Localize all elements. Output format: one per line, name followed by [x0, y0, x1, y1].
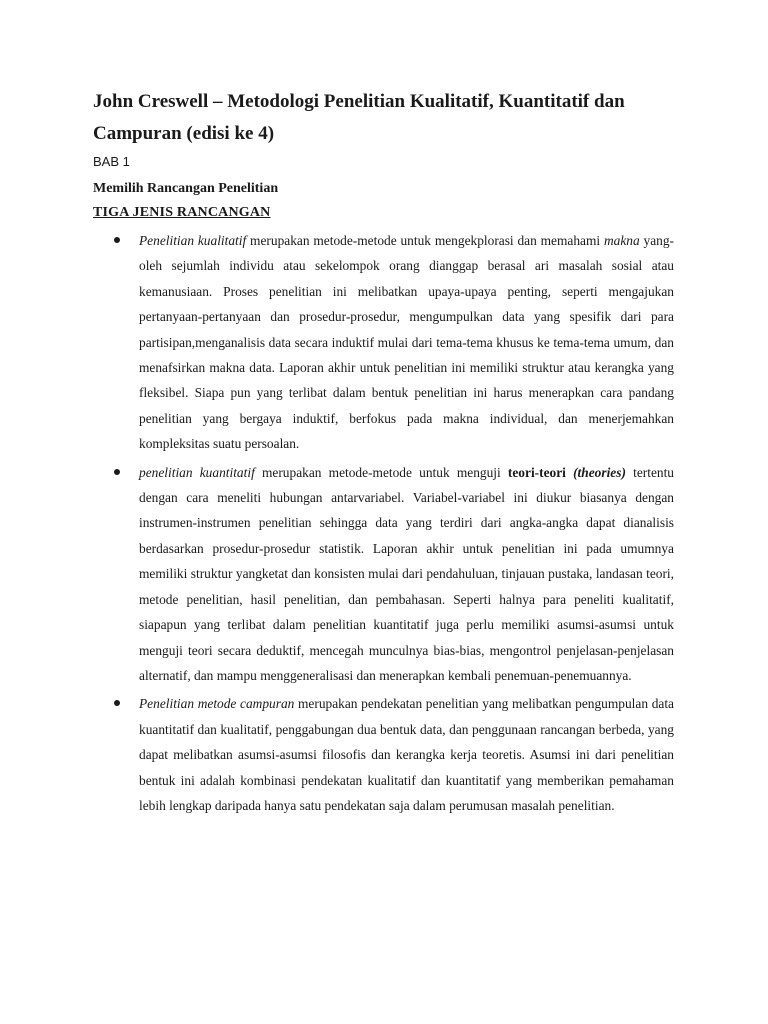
term-theories-english: (theories): [573, 464, 626, 480]
research-design-list: [0, 228, 768, 818]
item-text: merupakan pendekatan penelitian yang melibatkan pengumpulan data kuantitatif dan kualitatif, penggabungan dua bentuk data, dan penggunaan rancangan berbeda, yang dapat melibatkan asumsi-asumsi filosofis dan kerangka kerja teoretis. Asumsi ini dari penelitian bentuk ini adalah kombinasi pendekatan kualitatif dan kuantitatif yang memberikan pemahaman lebih lengkap daripada hanya satu pendekatan saja dalam perumusan masalah penelitian.: [139, 696, 674, 813]
item-text: merupakan metode-metode untuk mengekplorasi dan memahami: [246, 233, 604, 248]
bullet-icon: [114, 700, 120, 706]
list-item-mixed-methods: [0, 691, 768, 818]
bullet-icon: [114, 237, 120, 243]
chapter-subheading: Memilih Rancangan Penelitian: [93, 181, 279, 196]
term-makna: makna: [603, 233, 640, 248]
list-item-quantitative: [0, 460, 768, 689]
term-mixed-methods: Penelitian metode campuran: [139, 696, 295, 712]
term-qualitative: Penelitian kualitatif: [139, 233, 247, 248]
bullet-icon: [114, 469, 120, 475]
item-text: tertentu dengan cara meneliti hubungan antarvariabel. Variabel-variabel ini diukur biasanya dengan instrumen-instrumen penelitian sehingga data yang terdiri dari angka-angka dapat dianalisis berdasarkan prosedur-prosedur statistik. Laporan akhir untuk penelitian ini pada umumnya memiliki struktur yangketat dan konsisten mulai dari pendahuluan, tinjauan pustaka, landasan teori, metode penelitian, hasil penelitian, dan pembahasan. Seperti halnya para peneliti kualitatif, siapapun yang terlibat dalam penelitian kuantitatif juga perlu memiliki asumsi-asumsi untuk menguji teori secara deduktif, mencegah munculnya bias-bias, mengontrol penjelasan-penjelasan alternatif, dan mampu menggeneralisasi dan menerapkan kembali penemuan-penemuannya.: [139, 464, 674, 683]
item-text: merupakan metode-metode untuk menguji: [254, 464, 508, 480]
term-quantitative: penelitian kuantitatif: [139, 464, 255, 480]
term-theories: teori-teori: [507, 464, 566, 480]
document-title: John Creswell – Metodologi Penelitian Kualitatif, Kuantitatif dan Campuran (edisi ke 4): [93, 91, 625, 144]
section-heading: TIGA JENIS RANCANGAN: [93, 205, 271, 220]
chapter-label: BAB 1: [93, 154, 130, 169]
list-item-qualitative: [0, 228, 768, 457]
item-text: yang-oleh sejumlah individu atau sekelompok orang dianggap berasal ari masalah sosial atau kemanusiaan. Proses penelitian ini melibatkan upaya-upaya penting, seperti mengajukan pertanyaan-pertanyaan dan prosedur-prosedur, mengumpulkan data yang spesifik dari para partisipan,menganalisis data secara induktif mulai dari tema-tema khusus ke tema-tema umum, dan menafsirkan makna data. Laporan akhir untuk penelitian ini memiliki struktur atau kerangka yang fleksibel. Siapa pun yang terlibat dalam bentuk penelitian ini harus menerapkan cara pandang penelitian yang bergaya induktif, berfokus pada makna individual, dan menerjemahkan kompleksitas suatu persoalan.: [139, 233, 674, 452]
